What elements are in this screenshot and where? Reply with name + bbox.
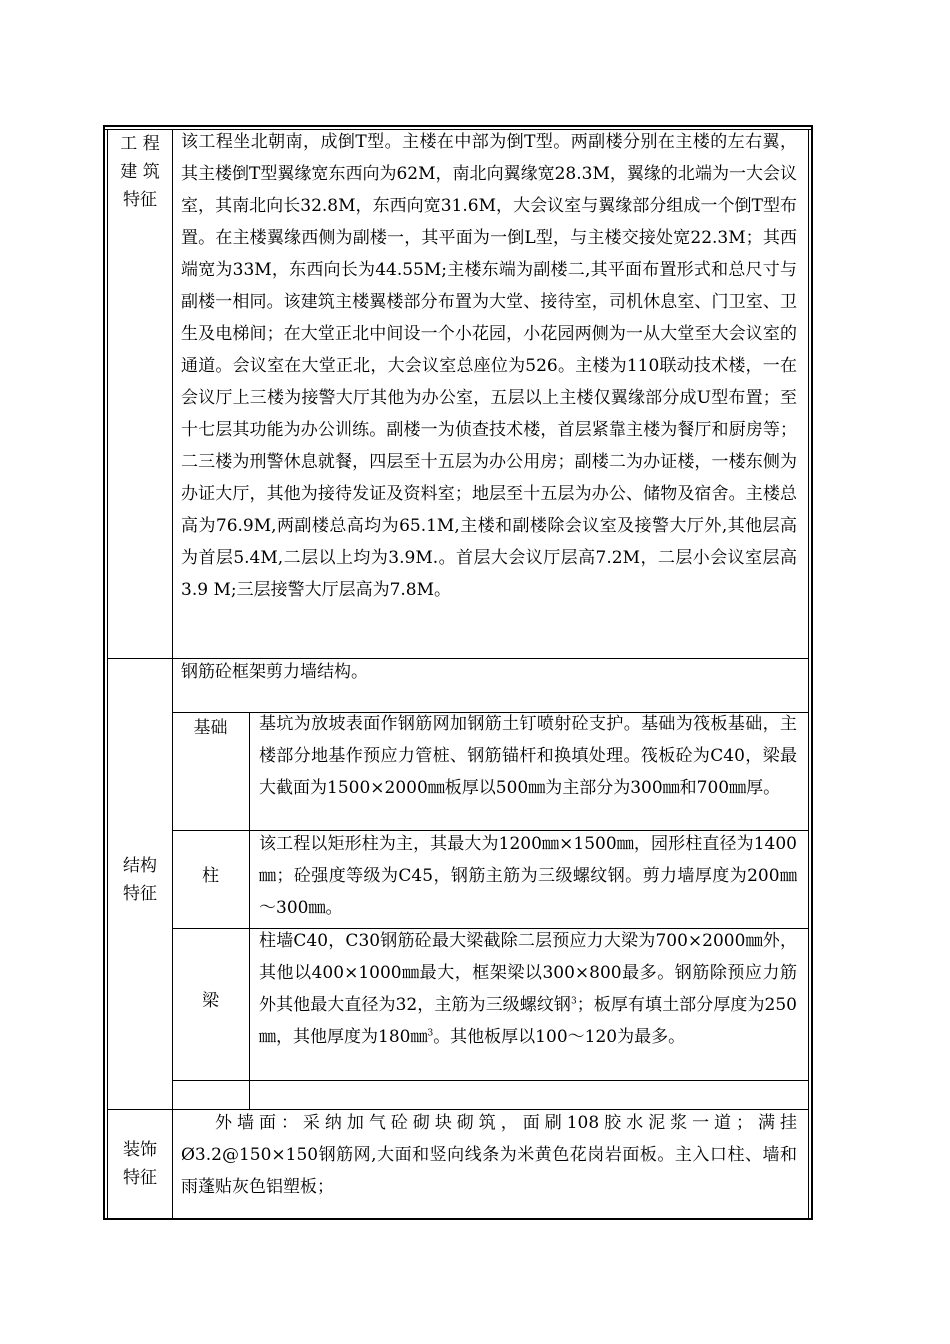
sublabel-column-divider [249,712,250,1109]
beam-text-part-a: 柱墙C40，C30钢筋砼最大梁截除二层预应力大梁为700×2000㎜外，其他以400×1000㎜最大，框架梁以300×800最多。钢筋除预应力筋外其他最大直径为32，主筋为三级螺纹钢 [259,931,797,1015]
column-label: 柱 [202,866,219,886]
engineering-text: 该工程坐北朝南，成倒T型。主楼在中部为倒T型。两副楼分别在主楼的左右翼，其主楼倒T型翼缘宽东西向为62M，南北向翼缘宽28.3M，翼缘的北端为一大会议室，其南北向长32.8M，东西向宽31.6M，大会议室与翼缘部分组成一个倒T型布置。在主楼翼缘西侧为副楼一，其平面为一倒L型，与主楼交接处宽22.3M；其西端宽为33M，东西向长为44.55M;主楼东端为副楼二,其平面布置形式和总尺寸与副楼一相同。该建筑主楼翼楼部分布置为大堂、接待室，司机休息室、门卫室、卫生及电梯间；在大堂正北中间设一个小花园，小花园两侧为一从大堂至大会议室的通道。会议室在大堂正北，大会议室总座位为526。主楼为110联动技术楼，一在会议厅上三楼为接警大厅其他为办公室，五层以上主楼仅翼缘部分成U型布置；至十七层其功能为办公训练。副楼一为侦查技术楼，首层紧靠主楼为餐厅和厨房等；二三楼为刑警休息就餐，四层至十五层为办公用房；副楼二为办证楼，一楼东侧为办证大厅，其他为接待发证及资料室；地层至十五层为办公、储物及宿舍。主楼总高为76.9M,两副楼总高均为65.1M,主楼和副楼除会议室及接警大厅外,其他层高为首层5.4M,二层以上均为3.9M.。首层大会议厅层高7.2M，二层小会议室层高3.9 M;三层接警大厅层高为7.8M。 [181,132,797,600]
beam-text-part-c: 。其他板厚以100～120为最多。 [433,1027,686,1047]
table-left-border-inner [107,129,108,1220]
engineering-label-line3: 特征 [123,190,157,210]
column-text: 该工程以矩形柱为主，其最大为1200㎜×1500㎜，园形柱直径为1400㎜；砼强度等级为C45，钢筋主筋为三级螺纹钢。剪力墙厚度为200㎜～300㎜。 [259,834,797,918]
table-left-border [103,125,105,1220]
label-column-divider [172,129,173,1220]
table-right-border-inner [808,129,809,1220]
beam-superscript-2: 3 [427,1028,434,1039]
engineering-label-line2: 建 筑 [120,162,160,182]
engineering-label-line1: 工 程 [120,134,160,154]
foundation-label: 基础 [193,718,228,738]
decoration-label [108,1136,172,1192]
decoration-text: 外墙面：采纳加气砼砌块砌筑，面刷108胶水泥浆一道；满挂Ø3.2@150×150钢筋网,大面和竖向线条为米黄色花岗岩面板。主入口柱、墙和雨蓬贴灰色铝塑板； [181,1113,797,1197]
structure-label-line1: 结构 [123,856,157,876]
beam-superscript-1: 3 [570,996,577,1007]
structure-label [108,852,172,908]
decoration-label-line2: 特征 [123,1168,157,1188]
row-divider-beam [172,1080,808,1081]
beam-label: 梁 [202,991,219,1011]
foundation-text: 基坑为放坡表面作钢筋网加钢筋土钉喷射砼支护。基础为筏板基础，主楼部分地基作预应力管桩、钢筋锚杆和换填处理。筏板砼为C40，梁最大截面为1500×2000㎜板厚以500㎜为主部分为300㎜和700㎜厚。 [259,714,797,798]
decoration-label-line1: 装饰 [123,1140,157,1160]
beam-text-part-b: ；板厚有填土部分厚度为250㎜，其他厚度为180㎜ [259,995,797,1047]
engineering-label [108,130,172,214]
structure-overview: 钢筋砼框架剪力墙结构。 [181,662,368,682]
table-bottom-border [103,1218,813,1220]
beam-text [259,925,797,1053]
structure-label-line2: 特征 [123,884,157,904]
table-right-border [811,125,813,1220]
